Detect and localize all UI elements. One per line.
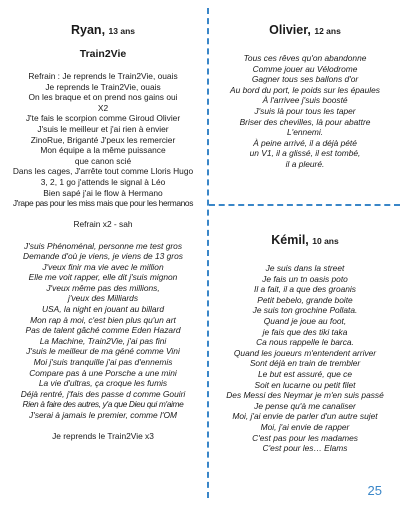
lyric-line: Déjà rentré, j'fais des passe d comme Gouiri xyxy=(20,388,186,399)
olivier-name: Olivier, xyxy=(269,23,311,37)
lyric-line: je fais que des tiki taka xyxy=(262,326,348,337)
lyric-line: Mon rap à moi, c'est bien plus qu'un art xyxy=(30,314,176,325)
lyric-line: Petit bebelo, grande boite xyxy=(257,294,353,305)
lyric-line: J'veux finir ma vie avec le million xyxy=(42,261,164,272)
lyric-line: un V1, il a glissé, il est tombé, xyxy=(249,148,361,159)
page-number: 25 xyxy=(367,483,382,498)
lyric-line: Je reprends le Train2Vie x3 xyxy=(52,431,154,442)
lyric-line: USA, la night en jouant au billard xyxy=(42,304,164,315)
olivier-section xyxy=(210,22,400,170)
lyric-line: Je reprends le Train2Vie, ouais xyxy=(45,81,161,92)
lyric-line: Refrain : Je reprends le Train2Vie, ouais xyxy=(28,71,178,81)
lyric-line: Bien sapé j'ai le flow à Hermano xyxy=(43,187,163,198)
lyric-line: Je suis ton grochine Pollata. xyxy=(252,305,358,316)
lyric-line: Dans les cages, J'arrête tout comme Lloris Hugo xyxy=(12,166,194,177)
lyric-line: C'est pas pour les madames xyxy=(252,432,358,443)
lyric-line: Refrain x2 - sah xyxy=(73,219,133,230)
lyric-line: Je pense qu'à me canaliser xyxy=(254,400,356,411)
lyric-line: 3, 2, 1 go j'attends le signal à Léo xyxy=(40,176,166,187)
lyric-line: J'suis le meilleur de ma géné comme Vini xyxy=(26,346,180,357)
lyric-line: J'suis Phénoménal, personne me test gros xyxy=(23,240,183,251)
lyric-line: Comme jouer au Vélodrome xyxy=(252,63,358,74)
lyric-line: L'ennemi. xyxy=(286,127,324,138)
lyric-line: J'te fais le scorpion comme Giroud Olivier xyxy=(25,113,181,124)
olivier-age: 12 ans xyxy=(314,26,341,36)
lyric-line: J'serai à jamais le premier, comme l'OM xyxy=(29,410,177,420)
lyric-line: Il a fait, il a que des groanis xyxy=(254,284,356,295)
lyric-line: J'rape pas pour les miss mais que pour les hermanos xyxy=(12,198,194,209)
ryan-block-1 xyxy=(0,71,206,209)
lyric-line: Elle me voit rapper, elle dit j'suis mignon xyxy=(28,272,178,283)
ryan-song-title: Train2Vie xyxy=(79,48,127,60)
kemil-age: 10 ans xyxy=(312,236,339,246)
lyric-line: Demande d'où je viens, je viens de 13 gros xyxy=(23,251,183,262)
kemil-heading xyxy=(210,232,400,249)
ryan-age: 13 ans xyxy=(108,26,135,36)
lyric-line: Rien à faire des autres, y'a que Dieu qui m'aime xyxy=(22,399,184,410)
lyric-line: Le but est assuré, que ce xyxy=(257,368,353,379)
lyric-line: Quand les joueurs m'entendent arriver xyxy=(233,347,377,358)
lyric-line: Moi, j'ai envie de parler d'un autre sujet xyxy=(232,411,378,422)
lyric-line: La vie d'ultras, ça croque les fumis xyxy=(38,378,168,389)
lyric-line: Des Messi des Neymar je m'en suis passé xyxy=(226,390,384,401)
lyric-line: C'est pour les… Elams xyxy=(262,443,348,454)
olivier-heading xyxy=(210,22,400,39)
lyric-line: Briser des chevilles, là pour abattre xyxy=(239,116,371,127)
lyric-line: Je suis dans la street xyxy=(265,263,345,273)
kemil-section xyxy=(210,232,400,454)
lyric-line: J'veux même pas des millions, xyxy=(46,282,160,293)
lyric-line: Compare pas à une Porsche a une mini xyxy=(29,367,177,378)
lyric-line: Quand je joue au foot, xyxy=(263,315,347,326)
lyric-line: Pas de talent gâché comme Eden Hazard xyxy=(25,325,181,336)
lyric-line: X2 xyxy=(97,102,109,113)
lyric-line: Sont déjà en train de trembler xyxy=(249,358,361,369)
lyric-line: j'veux des Milliards xyxy=(67,293,139,304)
lyric-line: ZinoRue, Briganté J'peux les remercier xyxy=(30,134,176,145)
lyric-line: Gagner tous ses ballons d'or xyxy=(251,74,359,85)
lyric-line: Moi, j'ai envie de rapper xyxy=(260,421,350,432)
lyric-line: Mon équipe a la même puissance xyxy=(40,145,166,156)
kemil-lyrics xyxy=(210,263,400,454)
ryan-block-2 xyxy=(0,219,206,230)
olivier-lyrics xyxy=(210,53,400,170)
lyric-line: J'suis le meilleur et j'ai rien à envier xyxy=(37,123,169,134)
lyric-line: On les braque et on prend nos gains oui xyxy=(28,92,178,103)
lyric-line: il a pleuré. xyxy=(285,158,325,169)
lyric-line: Je fais un tn oasis poto xyxy=(262,273,348,284)
ryan-section xyxy=(0,22,206,442)
ryan-block-3 xyxy=(0,241,206,421)
ryan-heading xyxy=(0,22,206,39)
ryan-block-4 xyxy=(0,431,206,442)
kemil-name: Kémil, xyxy=(271,233,309,247)
lyric-line: Soit en lucarne ou petit filet xyxy=(254,379,356,390)
lyric-line: À peine arrivé, il a déjà pété xyxy=(253,137,357,148)
lyric-line: J'suis là pour tous les taper xyxy=(254,105,356,116)
lyric-line: Ca nous rappelle le barca. xyxy=(256,337,354,348)
lyric-line: Moi j'suis tranquille j'ai pas d'ennemis xyxy=(33,357,173,368)
horizontal-divider xyxy=(209,204,400,206)
lyric-line: La Machine, Train2Vie, j'ai pas fini xyxy=(39,335,167,346)
lyric-line: À l'arrivee j'suis boosté xyxy=(262,95,348,106)
ryan-name: Ryan, xyxy=(71,23,106,37)
vertical-divider xyxy=(207,8,209,498)
lyric-line: Tous ces rêves qu'on abandonne xyxy=(243,53,367,63)
lyric-line: Au bord du port, le poids sur les épaules xyxy=(230,84,380,95)
lyric-line: que canon scié xyxy=(74,155,132,166)
